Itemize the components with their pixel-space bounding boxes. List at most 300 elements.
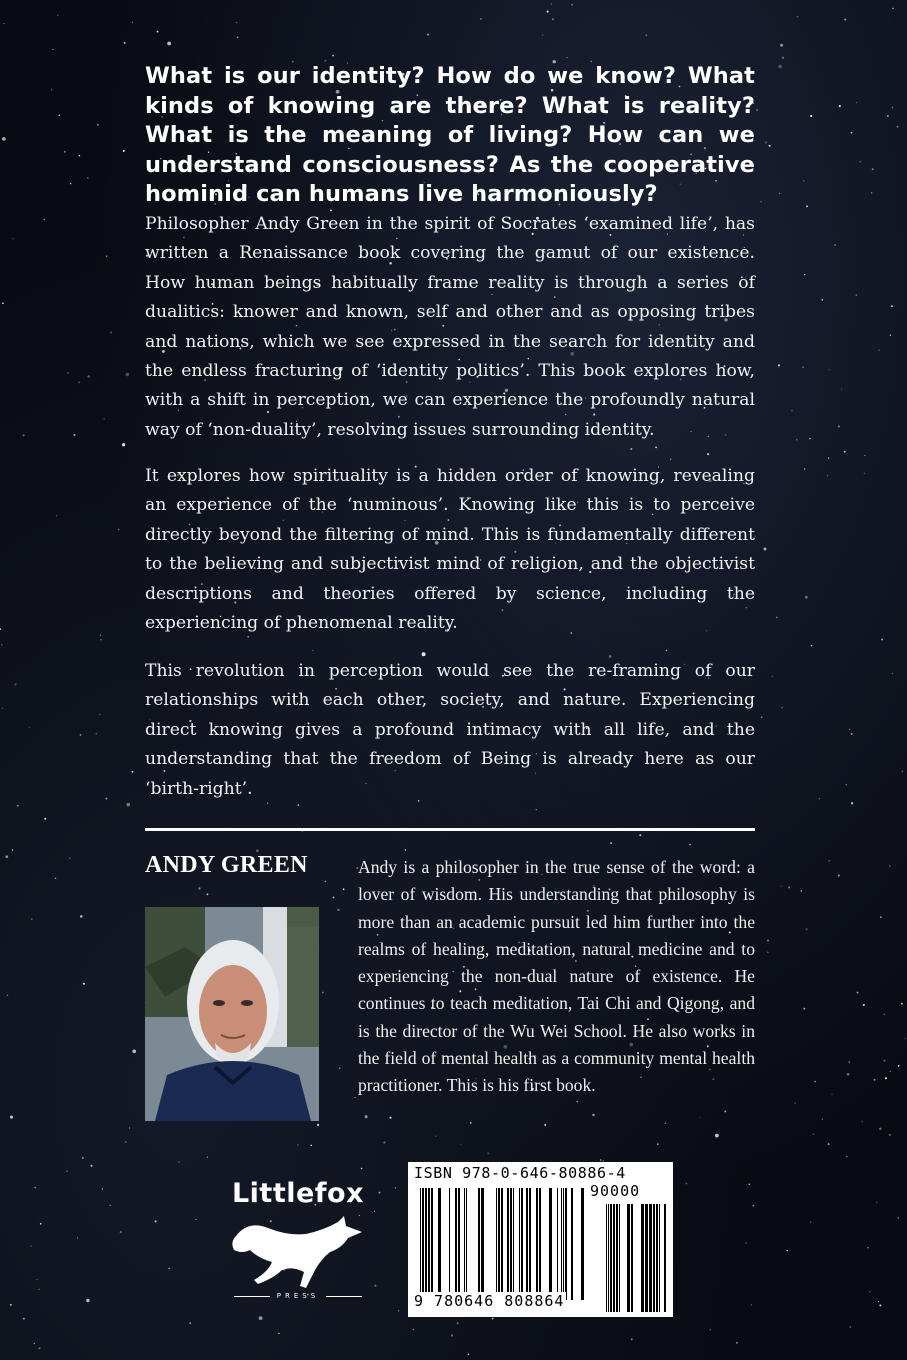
star (343, 888, 345, 890)
star (100, 639, 101, 640)
star (395, 1187, 396, 1188)
barcode-bar (438, 1188, 441, 1300)
star (374, 1211, 375, 1212)
star (801, 890, 802, 891)
star (856, 102, 857, 103)
star (610, 842, 612, 844)
star (838, 425, 840, 427)
star (337, 909, 339, 911)
star (542, 34, 543, 35)
star (782, 57, 784, 59)
star (389, 1117, 391, 1119)
author-name: ANDY GREEN (145, 852, 308, 878)
star (890, 335, 891, 336)
star (97, 124, 99, 126)
star (59, 114, 61, 116)
star (325, 881, 327, 883)
barcode-bar (458, 1188, 460, 1300)
star (892, 8, 893, 9)
barcode-bar (455, 1188, 457, 1300)
star (82, 1157, 83, 1158)
star (864, 473, 865, 474)
star (67, 372, 68, 373)
star (451, 1334, 453, 1336)
barcode-bar (645, 1204, 648, 1312)
star (312, 650, 313, 651)
barcode-bar (420, 1188, 421, 1300)
star (80, 734, 82, 736)
barcode-bar (659, 1204, 660, 1312)
star (892, 673, 893, 674)
star (902, 771, 903, 772)
star (317, 1124, 319, 1126)
star (79, 155, 81, 157)
star (40, 1223, 42, 1225)
star (12, 849, 13, 850)
barcode-bar (536, 1188, 538, 1300)
star (34, 1343, 35, 1344)
publisher-name: Littlefox (231, 1178, 365, 1209)
star (398, 1310, 399, 1311)
star (124, 42, 126, 44)
star (829, 369, 830, 370)
star (168, 1267, 170, 1269)
star (788, 886, 790, 888)
star (772, 676, 773, 677)
star (761, 201, 762, 202)
barcode-bar (519, 1188, 520, 1300)
star (851, 733, 853, 735)
star (876, 1202, 877, 1203)
star (31, 918, 33, 920)
barcode-bar (563, 1188, 564, 1300)
star (155, 1220, 157, 1222)
star (761, 716, 763, 718)
star (819, 798, 821, 800)
star (51, 89, 52, 90)
star (666, 650, 668, 652)
star (889, 865, 891, 867)
star (44, 219, 46, 221)
star (34, 1187, 36, 1189)
star (778, 364, 780, 366)
star (891, 305, 893, 307)
star (905, 1038, 906, 1039)
star (809, 438, 810, 439)
star (374, 1285, 376, 1287)
star (778, 65, 782, 69)
star (125, 1141, 127, 1143)
star (655, 446, 657, 448)
star (811, 645, 813, 647)
isbn-barcode (408, 1162, 673, 1317)
barcode-bar (561, 1188, 562, 1300)
star (796, 439, 797, 440)
star (878, 1301, 879, 1302)
star (752, 1205, 754, 1207)
star (96, 733, 98, 735)
star (689, 844, 691, 846)
star (844, 451, 846, 453)
star (102, 1188, 103, 1189)
star (487, 1152, 489, 1154)
star (544, 1124, 546, 1126)
barcode-bar (565, 1188, 567, 1300)
star (810, 115, 812, 117)
star (847, 1073, 850, 1076)
author-bio: Andy is a philosopher in the true sense of the word: a lover of wisdom. His understanding that philosophy is more than an academic pursuit led him further into the realms of healing, meditation, natural medicine and to experiencing the non-dual nature of existence. He continues to teach meditation, Tai Chi and Qigong, and is the director of the Wu Wei School. He also works in the field of mental health as a community mental health practitioner. This is his first book. (358, 857, 755, 1096)
barcode-bar (616, 1204, 618, 1312)
star (814, 1081, 816, 1083)
description-paragraph-2: It explores how spirituality is a hidden order of knowing, revealing an experience of the ‘numinous’. Knowing like this is to perceive directly beyond the filtering of mind. This is fundamentally different to the believing and subjectivist mind of religion, and the objectivist descriptions and theories offered by science, including the experiencing of phenomenal reality. (145, 466, 755, 634)
star (492, 1318, 494, 1320)
barcode-bar (501, 1188, 503, 1300)
barcode-bar (513, 1188, 514, 1300)
star (849, 729, 850, 730)
star (310, 1144, 312, 1146)
star (457, 1322, 459, 1324)
star (898, 1065, 900, 1067)
press-rule-right (326, 1296, 362, 1297)
star (890, 1071, 891, 1072)
star (746, 1242, 747, 1243)
star (189, 1322, 191, 1324)
isbn-text: ISBN 978-0-646-80886-4 (414, 1164, 626, 1182)
star (10, 1304, 12, 1306)
barcode-bar (610, 1204, 612, 1312)
star (435, 1136, 436, 1137)
star (100, 635, 101, 636)
star (795, 1103, 796, 1104)
barcode-bar (510, 1188, 512, 1300)
star (2, 302, 4, 304)
barcode-bar (496, 1188, 497, 1300)
star (736, 1342, 738, 1344)
star (748, 1183, 750, 1185)
star (871, 192, 872, 193)
publisher-logo (228, 1178, 368, 1308)
star (856, 294, 858, 296)
barcode-bar (449, 1188, 450, 1300)
star (259, 1316, 263, 1320)
star (90, 1165, 92, 1167)
barcode-bar (606, 1204, 607, 1312)
star (874, 1079, 876, 1081)
star (764, 548, 767, 551)
star (70, 183, 71, 184)
star (841, 389, 842, 390)
star (806, 205, 808, 207)
barcode-bar (521, 1188, 523, 1300)
star (2, 708, 3, 709)
barcode-bar (664, 1204, 666, 1312)
star (110, 1205, 111, 1206)
star (23, 434, 25, 436)
star (206, 893, 208, 895)
star (756, 109, 758, 111)
barcode-bar (653, 1204, 655, 1312)
star (167, 42, 171, 46)
star (77, 1237, 78, 1238)
star (857, 992, 859, 994)
star (896, 126, 898, 128)
star (1, 644, 2, 645)
star (813, 1134, 814, 1135)
barcode-bar (571, 1188, 573, 1300)
star (132, 1049, 136, 1053)
star (861, 1121, 862, 1122)
barcode-bar (627, 1204, 630, 1312)
star (422, 652, 426, 656)
barcode-bar (431, 1188, 433, 1300)
star (883, 1060, 885, 1062)
star (78, 381, 80, 383)
star (157, 31, 159, 33)
star (848, 1061, 850, 1063)
star (851, 802, 853, 804)
star (322, 992, 324, 994)
star (665, 1123, 666, 1124)
star (80, 915, 83, 918)
star (379, 1192, 381, 1194)
star (787, 1250, 788, 1251)
star (460, 1144, 461, 1145)
star (207, 1157, 208, 1158)
barcode-bar (481, 1188, 484, 1300)
star (804, 274, 805, 275)
barcode-bar (613, 1204, 615, 1312)
star (781, 707, 782, 708)
star (884, 1014, 885, 1015)
star (657, 1143, 659, 1145)
star (864, 455, 865, 456)
star (64, 151, 66, 153)
star (87, 177, 88, 178)
barcode-bar (557, 1188, 558, 1300)
star (600, 1159, 602, 1161)
star (23, 1318, 25, 1320)
barcode-bar (428, 1188, 430, 1300)
star (365, 1115, 368, 1118)
star (552, 18, 554, 20)
star (724, 1110, 726, 1112)
star (867, 1247, 869, 1249)
star (5, 855, 8, 858)
star (237, 37, 239, 39)
star (0, 628, 1, 630)
star (86, 1299, 89, 1302)
section-divider (145, 828, 755, 831)
star (765, 141, 767, 143)
star (879, 1304, 881, 1306)
star (889, 1134, 890, 1135)
barcode-bar (631, 1204, 633, 1312)
barcode-bar (608, 1204, 609, 1312)
star (30, 1246, 31, 1247)
star (806, 928, 808, 930)
star (839, 105, 841, 107)
fox-icon (228, 1214, 368, 1290)
star (710, 1329, 711, 1330)
star (797, 16, 799, 18)
star (106, 256, 107, 257)
star (769, 145, 771, 147)
star (639, 834, 641, 836)
description-paragraph-3: This revolution in perception would see the re-framing of our relationships with each other, society, and nature. Experiencing direct knowing gives a profound intimacy with all life, and the understanding that the freedom of Being is already here as our ‘birth-right’. (145, 661, 755, 799)
star (802, 367, 803, 368)
star (670, 459, 671, 460)
star (827, 475, 828, 476)
star (105, 798, 107, 800)
star (630, 448, 632, 450)
barcode-bar (425, 1188, 427, 1300)
star (339, 1067, 341, 1069)
star (849, 1326, 851, 1328)
star (110, 331, 112, 333)
star (198, 887, 200, 889)
star (881, 639, 883, 641)
star (122, 443, 125, 446)
star (129, 1128, 130, 1129)
star (126, 373, 129, 376)
star (576, 1101, 578, 1103)
star (2, 137, 6, 141)
barcode-bar (656, 1204, 658, 1312)
star (567, 57, 568, 58)
star (297, 805, 298, 806)
star (779, 193, 780, 194)
star (55, 878, 57, 880)
star (828, 1143, 830, 1145)
star (699, 1117, 700, 1118)
star (15, 683, 17, 685)
star (805, 596, 808, 599)
star (592, 1114, 595, 1117)
star (178, 1161, 179, 1162)
headline-questions: What is our identity? How do we know? What kinds of knowing are there? What is reality? What is the meaning of living? How can we understand consciousness? As the cooperative hominid can humans live harmoniously? (145, 63, 755, 207)
star (571, 4, 572, 5)
star (863, 1004, 865, 1006)
star (427, 34, 429, 36)
star (879, 350, 880, 351)
star (99, 714, 100, 715)
star (36, 1279, 37, 1280)
star (851, 132, 853, 134)
star (822, 1119, 823, 1120)
description-paragraph-1: Philosopher Andy Green in the spirit of Socrates ‘examined life’, has written a Renaissance book covering the gamut of our existence. How human beings habitually frame reality is through a series of dualitics: knower and known, self and other and as opposing tribes and nations, which we see expressed in the search for identity and the endless fracturing of ‘identity politics’. This book explores how, with a shift in perception, we can experience the profoundly natural way of ‘non-duality’, resolving issues surrounding identity. (145, 214, 755, 440)
star (780, 44, 783, 47)
star (846, 784, 847, 785)
star (834, 244, 836, 246)
star (715, 1134, 719, 1138)
barcode-bar (619, 1204, 620, 1312)
star (751, 1304, 752, 1305)
star (29, 727, 30, 728)
star (869, 1291, 871, 1293)
star (52, 49, 53, 50)
barcode-bar (549, 1188, 552, 1300)
star (383, 1142, 385, 1144)
star (547, 11, 549, 13)
author-photo (145, 907, 319, 1121)
star (860, 161, 861, 162)
star (887, 115, 889, 117)
barcode-bar (507, 1188, 509, 1300)
barcode-bar (498, 1188, 500, 1300)
star (898, 1217, 899, 1218)
star (57, 15, 58, 16)
star (56, 515, 57, 516)
barcode-bar (539, 1188, 541, 1300)
star (803, 180, 805, 182)
star (828, 860, 830, 862)
star (767, 951, 769, 953)
star (12, 238, 13, 239)
star (892, 107, 894, 109)
star (901, 1003, 903, 1005)
star (355, 1097, 356, 1098)
star (880, 916, 882, 918)
star (803, 1008, 805, 1010)
star (236, 22, 237, 23)
barcode-bar (581, 1188, 584, 1300)
star (844, 19, 846, 21)
barcode-bar (526, 1188, 528, 1300)
barcode-bar (529, 1188, 531, 1300)
star (333, 896, 335, 898)
star (781, 886, 782, 887)
barcode-bar (641, 1204, 644, 1312)
price-code: 90000 (590, 1182, 641, 1200)
star (38, 1289, 39, 1290)
star (551, 3, 552, 4)
star (118, 529, 119, 530)
barcode-digits: 9 780646 808864 (414, 1292, 565, 1310)
star (3, 23, 4, 24)
barcode-bar (649, 1204, 652, 1312)
star (879, 1128, 881, 1130)
star (707, 453, 709, 455)
star (470, 1122, 472, 1124)
star (828, 457, 830, 459)
star (278, 1333, 279, 1334)
star (73, 434, 75, 436)
barcode-bar (478, 1188, 480, 1300)
star (776, 617, 778, 619)
star (810, 1221, 812, 1223)
star (83, 983, 85, 985)
star (10, 1116, 13, 1119)
star (822, 299, 823, 300)
barcode-bar (466, 1188, 467, 1300)
star (127, 803, 131, 807)
star (767, 940, 769, 942)
star (885, 1077, 887, 1079)
star (123, 150, 125, 152)
star (361, 1168, 363, 1170)
star (104, 418, 105, 419)
star (846, 1156, 847, 1157)
star (631, 1338, 633, 1340)
star (120, 1231, 122, 1233)
star (69, 858, 70, 859)
star (332, 55, 334, 57)
publisher-press-label: PRESS (276, 1292, 320, 1300)
star (132, 22, 133, 23)
star (646, 35, 648, 37)
star (832, 1094, 833, 1095)
star (87, 375, 90, 378)
